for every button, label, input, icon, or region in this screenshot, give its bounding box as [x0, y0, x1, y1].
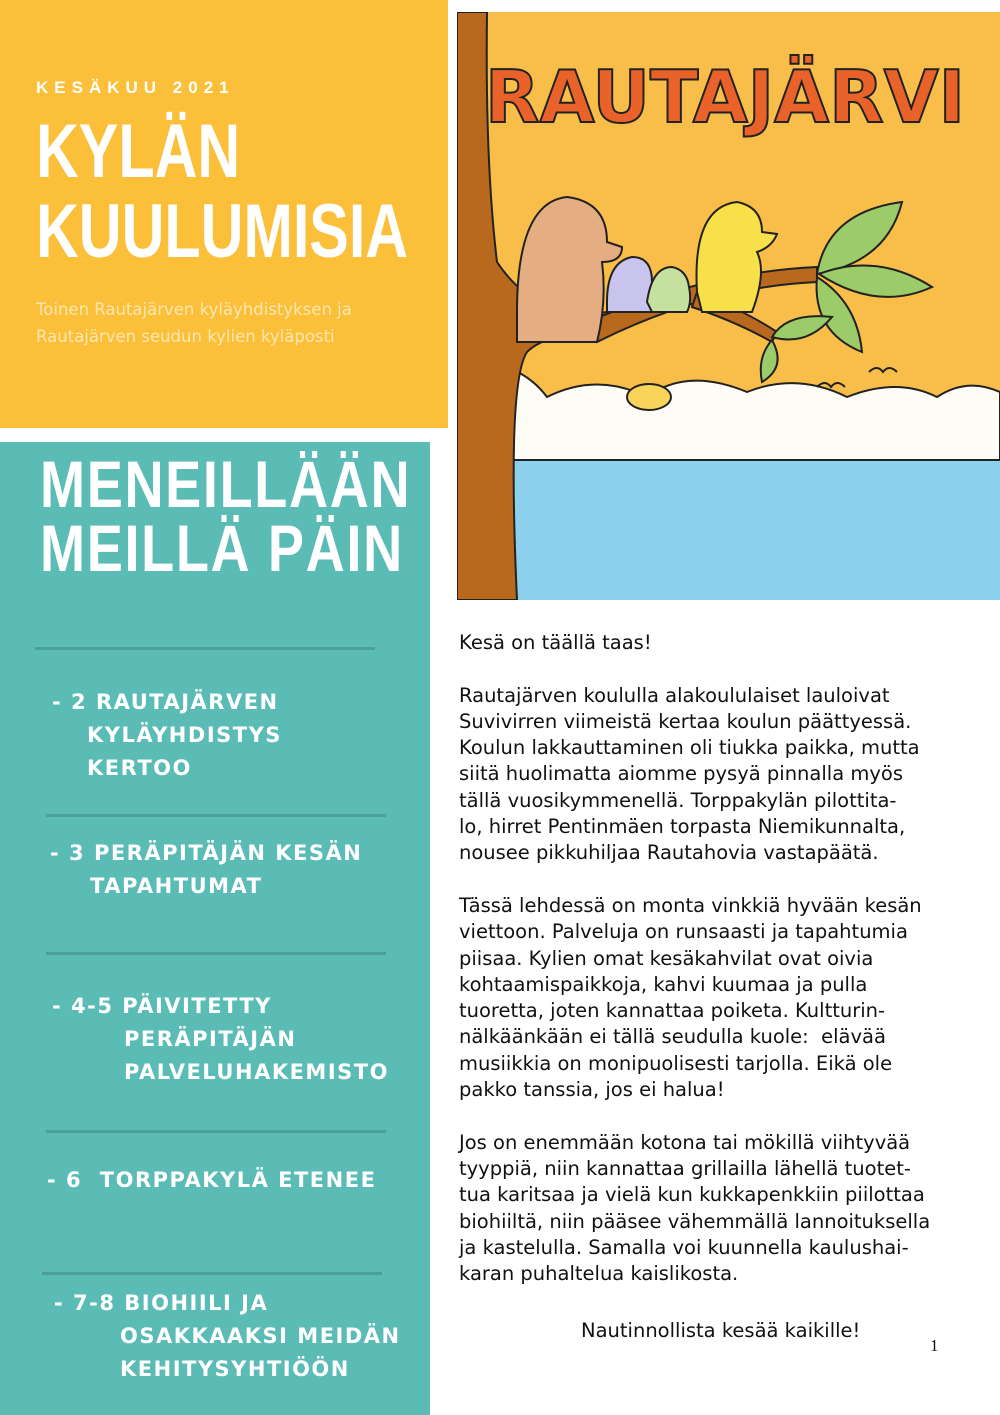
- line: tällä vuosikymmenellä. Torppakylän pilottita-: [459, 788, 897, 812]
- item-line: - 2 RAUTAJÄRVEN: [52, 690, 279, 714]
- subtitle-line: Rautajärven seudun kylien kyläposti: [36, 327, 335, 346]
- lake: [457, 460, 1000, 600]
- line: ja kastelulla. Samalla voi kuunnella kaulushai-: [459, 1235, 909, 1259]
- sun: [627, 384, 671, 410]
- closing-line: Nautinnollista kesää kaikille!: [581, 1319, 861, 1342]
- item-line: - 7-8 BIOHIILI JA: [54, 1291, 269, 1315]
- title-line: KUULUMISIA: [36, 189, 409, 274]
- item-line: PERÄPITÄJÄN: [124, 1027, 297, 1051]
- line: Tässä lehdessä on monta vinkkiä hyvään kesän: [459, 893, 922, 917]
- item-line: - 4-5 PÄIVITETTY: [52, 994, 272, 1018]
- rautajarvi-illustration: [457, 12, 1000, 600]
- divider: [46, 1130, 386, 1133]
- divider: [42, 1272, 382, 1275]
- title-line: KYLÄN: [36, 109, 241, 194]
- header-panel: [0, 0, 448, 428]
- newsletter-subtitle: [36, 296, 352, 350]
- item-line: KYLÄYHDISTYS: [87, 723, 282, 747]
- line: siitä huolimatta aiomme pysyä pinnalla myös: [459, 762, 903, 786]
- newsletter-title: [36, 109, 409, 274]
- item-line: - 6 TORPPAKYLÄ ETENEE: [47, 1168, 377, 1192]
- line: tyyppiä, niin kannattaa grillailla lähellä tuotet-: [459, 1156, 911, 1180]
- line: Rautajärven koululla alakoululaiset lauloivat: [459, 683, 890, 707]
- rautajarvi-logo: RAUTAJÄRVI: [485, 55, 965, 139]
- paragraph: [459, 1130, 979, 1288]
- line: nälkäänkään ei tällä seudulla kuole: elävää: [459, 1025, 886, 1049]
- issue-date: KESÄKUU 2021: [36, 78, 235, 97]
- contents-title: [40, 447, 412, 585]
- line: biohiiltä, niin pääsee vähemmällä lannoituksella: [459, 1209, 931, 1233]
- paragraph: [459, 630, 979, 656]
- contents-item: [50, 837, 362, 903]
- line: Jos on enemmään kotona tai mökillä viihtyvää: [459, 1130, 911, 1154]
- line: Kesä on täällä taas!: [459, 631, 652, 654]
- line: pakko tanssia, jos ei halua!: [459, 1078, 725, 1102]
- contents-title-line: MENEILLÄÄN: [40, 447, 412, 521]
- item-line: PALVELUHAKEMISTO: [124, 1060, 389, 1084]
- line: tua karitsaa ja vielä kun kukkapenkkiin piilottaa: [459, 1183, 925, 1207]
- line: nousee pikkuhiljaa Rautahovia vastapäätä.: [459, 841, 879, 865]
- contents-item: [47, 1164, 376, 1197]
- contents-title-line: MEILLÄ PÄIN: [40, 511, 404, 585]
- line: piisaa. Kylien omat kesäkahvilat ovat oivia: [459, 946, 874, 970]
- line: Suvivirren viimeistä kertaa koulun päättyessä.: [459, 709, 912, 733]
- line: kohtaamispaikkoja, kahvi kuumaa ja pulla: [459, 972, 868, 996]
- item-line: OSAKKAAKSI MEIDÄN: [120, 1324, 401, 1348]
- paragraph: [459, 893, 979, 1103]
- line: viettoon. Palveluja on runsaasti ja tapahtumia: [459, 920, 908, 944]
- line: karan puhaltelua kaislikosta.: [459, 1262, 739, 1286]
- subtitle-line: Toinen Rautajärven kyläyhdistyksen ja: [36, 300, 352, 319]
- contents-panel: [0, 442, 430, 1415]
- divider: [46, 814, 386, 817]
- contents-item: [54, 1287, 401, 1386]
- item-line: KERTOO: [87, 756, 192, 780]
- divider: [46, 952, 386, 955]
- line: musiikkia on monipuolisesti tarjolla. Eikä ole: [459, 1051, 893, 1075]
- item-line: KEHITYSYHTIÖÖN: [120, 1357, 350, 1381]
- line: Koulun lakkauttaminen oli tiukka paikka, mutta: [459, 736, 920, 760]
- divider: [35, 647, 375, 650]
- article-body: [459, 630, 979, 1314]
- line: lo, hirret Pentinmäen torpasta Niemikunnalta,: [459, 815, 906, 839]
- contents-item: [52, 990, 389, 1089]
- line: tuoretta, joten kannattaa poiketa. Kultturin-: [459, 999, 886, 1023]
- paragraph: [459, 683, 979, 867]
- page-number: 1: [930, 1336, 939, 1355]
- contents-item: [52, 686, 282, 785]
- item-line: - 3 PERÄPITÄJÄN KESÄN: [50, 841, 363, 865]
- item-line: TAPAHTUMAT: [90, 874, 263, 898]
